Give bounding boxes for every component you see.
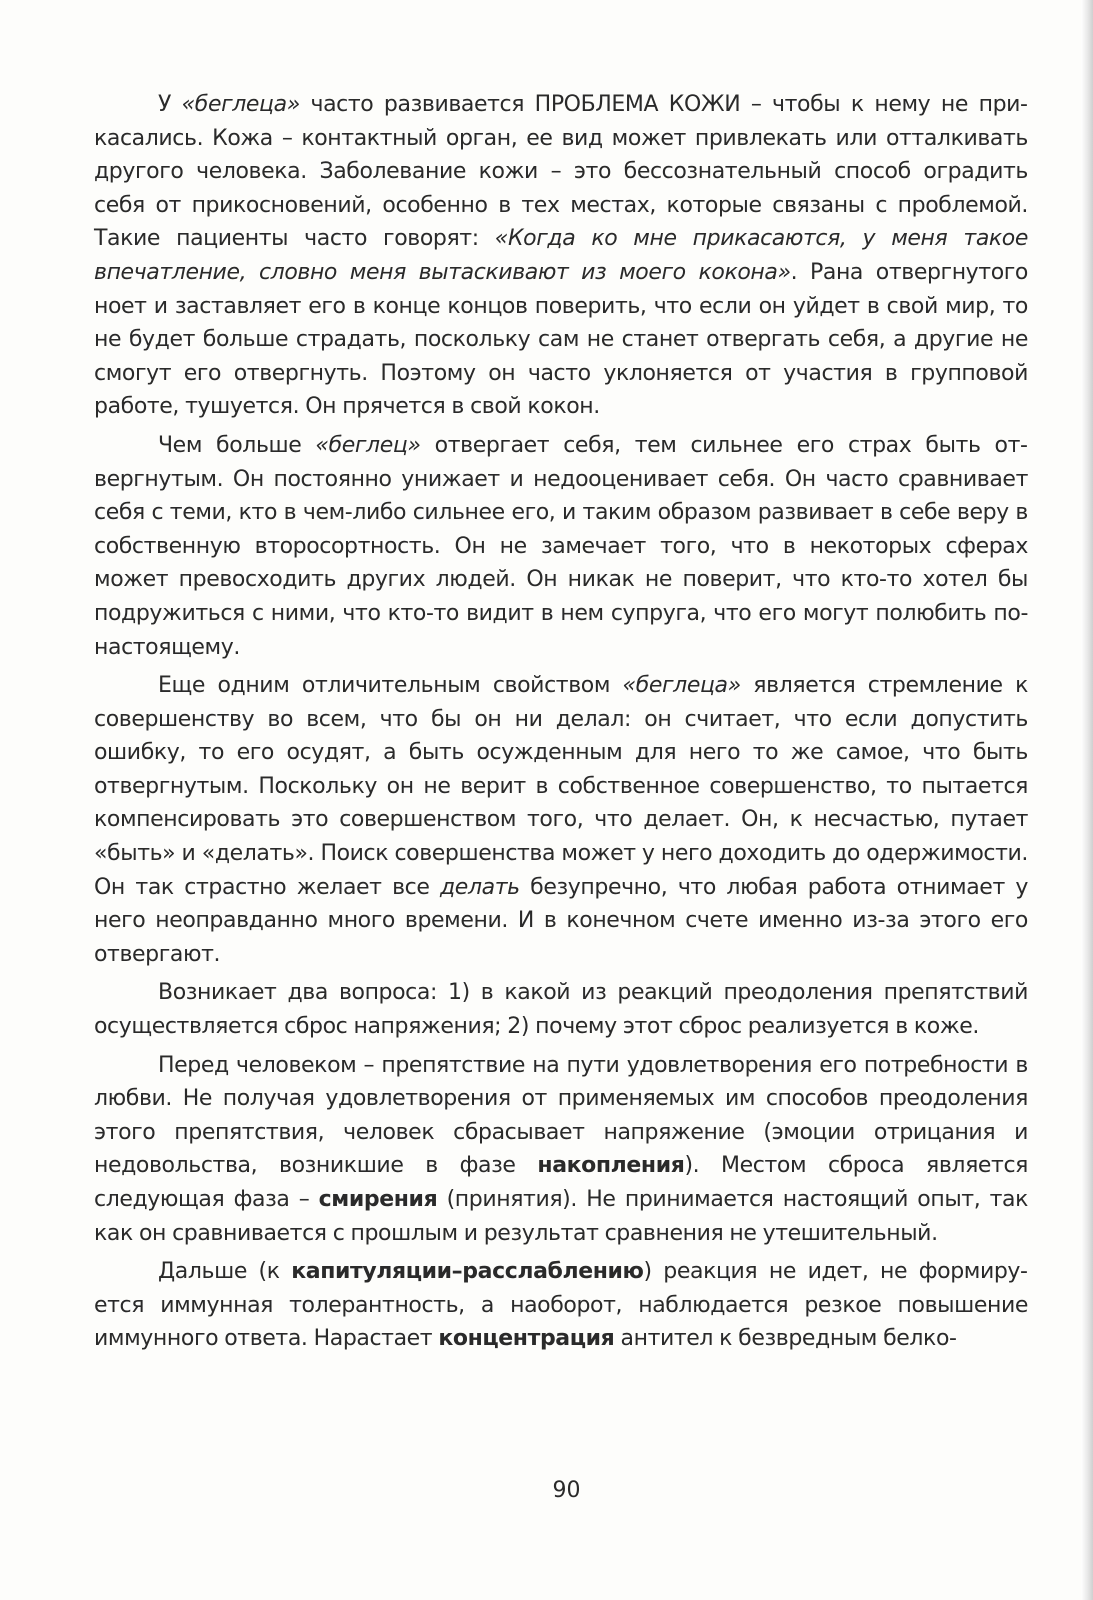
page-number: 90 xyxy=(552,1478,581,1503)
paragraph xyxy=(94,88,1028,424)
paragraph xyxy=(94,1255,1028,1356)
bold-text: капитуляции–расслаблению xyxy=(291,1259,644,1285)
page-body xyxy=(94,88,1028,1361)
text-run: Перед человеком – препятствие на пути удовлетворения его потребности в любви. Не получая удовлетворения от применяемых им способов преодоления этого препятствия, человек сбрасывает напряжение (эмоции отрицания и недовольства, возникшие в фазе xyxy=(94,1052,1028,1179)
paragraph xyxy=(94,1049,1028,1251)
italic-text: делать xyxy=(440,874,520,900)
bold-text: смирения xyxy=(318,1187,438,1212)
italic-text: «беглеца» xyxy=(181,92,300,117)
text-run: . Рана отвергнутого ноет и заставляет его в конце концов поверить, что если он уйдет в свой мир, то не будет больше страдать, поскольку сам не станет отвергать себя, а другие не смогут его отвергнуть. Поэтому он часто уклоняется от участия в групповой работе, тушуется. Он прячется в свой кокон. xyxy=(94,259,1028,420)
paragraph xyxy=(94,976,1028,1043)
text-run: Возникает два вопроса: 1) в какой из реакций преодоления препятствий осуществляется сброс напряжения; 2) почему этот сброс реализуется в коже. xyxy=(94,980,1028,1040)
bold-text: концентрация xyxy=(438,1326,615,1352)
text-run: Еще одним отличительным свойством xyxy=(158,673,623,699)
text-run: отвергает себя, тем сильнее его страх быть отвергнутым. Он постоянно унижает и недооценивает себя. Он часто сравнивает себя с теми, кто в чем-либо сильнее его, и таким образом развивает в себе веру в собственную второсортность. Он не замечает того, что в некоторых сферах может превосходить других людей. Он никак не поверит, что кто-то хотел бы подружиться с ними, что кто-то видит в нем супруга, что его могут полюбить по-настоящему. xyxy=(94,432,1028,660)
text-run: является стремление к совершенству во всем, что бы он ни делал: он считает, что если допустить ошибку, то его осудят, а быть осужденным для него то же самое, что быть отвергнутым. Поскольку он не верит в собственное совершенство, то пытается компенсировать это совершенством того, что делает. Он, к несчастью, путает «быть» и «делать». Поиск совершенства может у него доходить до одержимости. Он так страстно желает все xyxy=(94,673,1028,900)
text-run: Дальше (к xyxy=(158,1259,292,1285)
text-run: Чем больше xyxy=(158,432,316,458)
text-run: антител к безвредным белко- xyxy=(614,1326,957,1352)
text-run: часто развивается ПРОБЛЕМА КОЖИ – чтобы к нему не прикасались. Кожа – контактный орган, ее вид может привлекать или отталкивать другого человека. Заболевание кожи – это бессознательный способ оградить себя от прикосновений, особенно в тех местах, которые связаны с проблемой. Такие пациенты часто говорят: xyxy=(94,92,1028,252)
page-edge-shadow xyxy=(1081,0,1093,1600)
paragraph xyxy=(94,669,1028,971)
italic-text: «беглеца» xyxy=(622,673,741,699)
text-run: ) реакция не идет, не формируется иммунная толерантность, а наоборот, наблюдается резкое повышение иммунного ответа. Нарастает xyxy=(94,1259,1028,1352)
text-run: У xyxy=(158,92,182,117)
text-run: ). Местом сброса является следующая фаза – xyxy=(94,1153,1029,1212)
italic-text: «беглец» xyxy=(315,432,421,458)
bold-text: накопления xyxy=(537,1153,685,1179)
text-run: (принятия). Не принимается настоящий опыт, так как он сравнивается с прошлым и результат сравнения не утешительный. xyxy=(94,1187,1028,1246)
paragraph xyxy=(94,429,1028,664)
text-run: безупречно, что любая работа отнимает у него неоправданно много времени. И в конечном счете именно из-за этого его отвергают. xyxy=(94,874,1028,967)
italic-text: «Когда ко мне прикасаются, у меня такое впечатление, словно меня вытаскивают из моего кокона» xyxy=(94,226,1028,285)
